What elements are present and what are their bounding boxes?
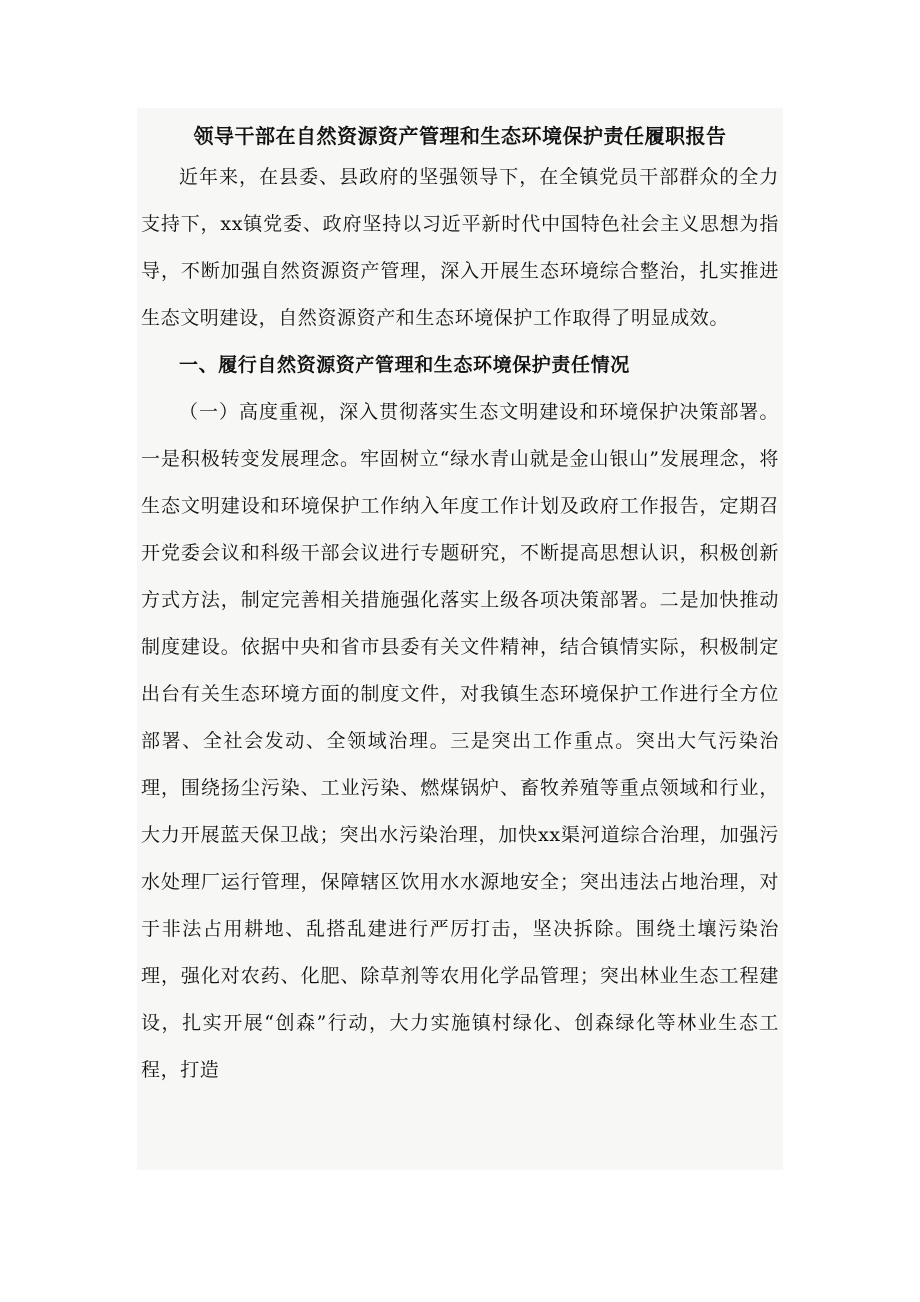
document-title: 领导干部在自然资源资产管理和生态环境保护责任履职报告	[193, 124, 727, 148]
section-heading: 一、履行自然资源资产管理和生态环境保护责任情况	[179, 354, 630, 376]
section-paragraph: （一）高度重视，深入贯彻落实生态文明建设和环境保护决策部署。一是积极转变发展理念。牢固树立“绿水青山就是金山银山”发展理念，将生态文明建设和环境保护工作纳入年度工作计划及政府工作报告，定期召开党委会议和科级干部会议进行专题研究，不断提高思想认识，积极创新方式方法，制定完善相关措施强化落实上级各项决策部署。二是加快推动制度建设。依据中央和省市县委有关文件精神，结合镇情实际，积极制定出台有关生态环境方面的制度文件，对我镇生态环境保护工作进行全方位部署、全社会发动、全领域治理。三是突出工作重点。突出大气污染治理，围绕扬尘污染、工业污染、燃煤锅炉、畜牧养殖等重点领域和行业，大力开展蓝天保卫战；突出水污染治理，加快xx渠河道综合治理，加强污水处理厂运行管理，保障辖区饮用水水源地安全；突出违法占地治理，对于非法占用耕地、乱搭乱建进行严厉打击，坚决拆除。围绕土壤污染治理，强化对农药、化肥、除草剂等农用化学品管理；突出林业生态工程建设，扎实开展“创森”行动，大力实施镇村绿化、创森绿化等林业生态工程，打造	[141, 401, 779, 1081]
intro-paragraph: 近年来，在县委、县政府的坚强领导下，在全镇党员干部群众的全力支持下，xx镇党委、政府坚持以习近平新时代中国特色社会主义思想为指导，不断加强自然资源资产管理，深入开展生态环境综合整治，扎实推进生态文明建设，自然资源资产和生态环境保护工作取得了明显成效。	[141, 166, 779, 329]
document-page	[137, 108, 783, 1170]
